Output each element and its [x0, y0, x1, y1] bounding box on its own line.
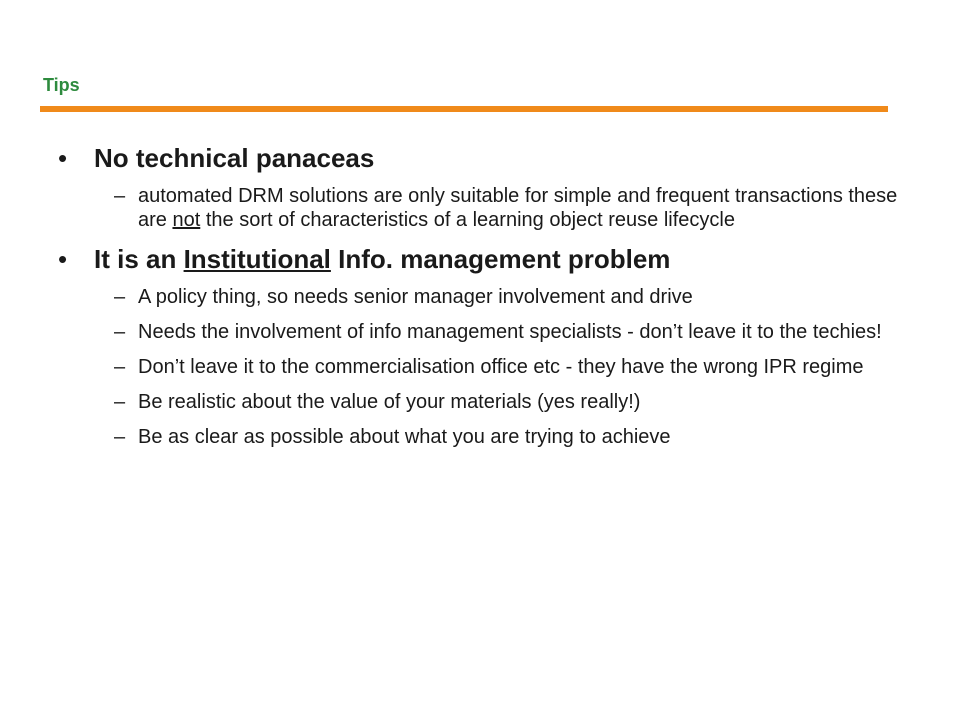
- bullet-icon: •: [58, 143, 68, 173]
- sub-item: [58, 184, 898, 232]
- underlined-text: Institutional: [183, 244, 331, 274]
- sub-item: [58, 390, 898, 414]
- bullet-institutional-problem: [58, 243, 898, 275]
- sub-item-text: automated DRM solutions are only suitable for simple and frequent transactions these are: [138, 185, 898, 231]
- bullet-icon: •: [58, 244, 68, 274]
- dash-icon: –: [114, 321, 126, 343]
- sub-item-text: Needs the involvement of info management specialists - don’t leave it to the techies!: [138, 321, 882, 343]
- title-divider: [40, 106, 888, 112]
- sub-list: [58, 285, 898, 449]
- dash-icon: –: [114, 426, 126, 448]
- dash-icon: –: [114, 185, 126, 207]
- sub-list: [58, 184, 898, 232]
- sub-item-text: A policy thing, so needs senior manager involvement and drive: [138, 286, 693, 308]
- sub-item-text: the sort of characteristics of a learning object reuse lifecycle: [200, 209, 735, 231]
- slide-content: [58, 142, 898, 460]
- slide-title: Tips: [43, 75, 80, 95]
- bullet-no-technical-panaceas: [58, 142, 898, 174]
- sub-item-text: Don’t leave it to the commercialisation office etc - they have the wrong IPR regime: [138, 356, 864, 378]
- underlined-text: not: [172, 209, 201, 231]
- dash-icon: –: [114, 286, 126, 308]
- sub-item-text: Be as clear as possible about what you are trying to achieve: [138, 426, 671, 448]
- bullet-text: No technical panaceas: [94, 143, 375, 173]
- bullet-text: Info. management problem: [330, 244, 671, 274]
- sub-item: [58, 355, 898, 379]
- dash-icon: –: [114, 391, 126, 413]
- sub-item: [58, 425, 898, 449]
- sub-item-text: Be realistic about the value of your materials (yes really!): [138, 391, 641, 413]
- sub-item: [58, 285, 898, 309]
- bullet-text: It is an: [94, 244, 184, 274]
- dash-icon: –: [114, 356, 126, 378]
- sub-item: [58, 320, 898, 344]
